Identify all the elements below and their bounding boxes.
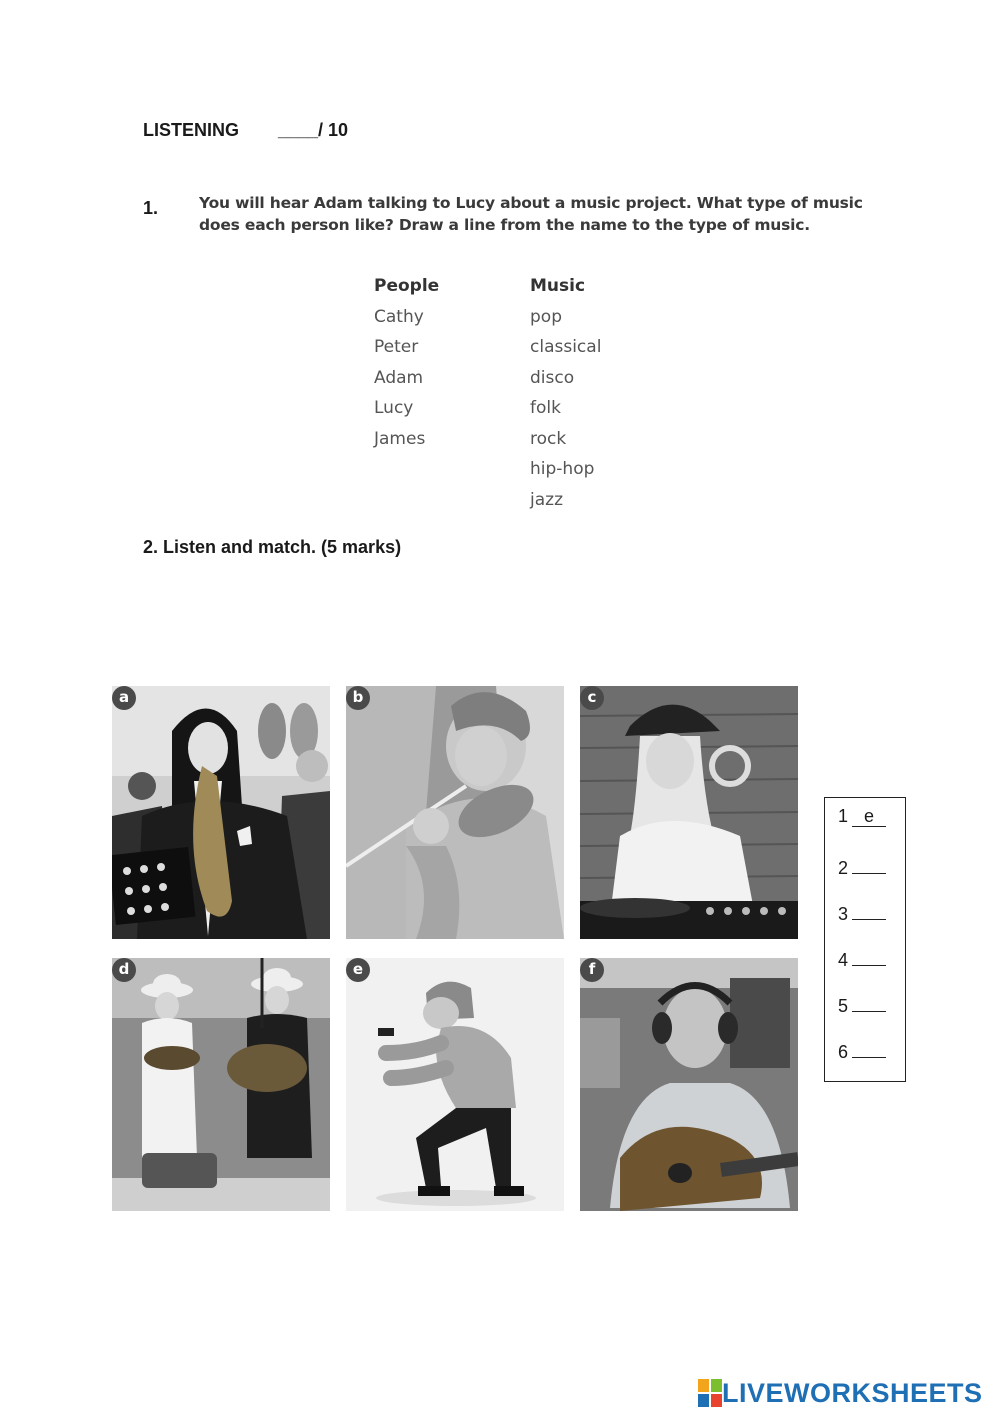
- liveworksheets-logo: [698, 1376, 983, 1410]
- music-type: pop: [530, 306, 562, 327]
- answer-input[interactable]: [852, 945, 886, 966]
- answer-number: 6: [838, 1042, 849, 1062]
- people-column: [374, 271, 439, 454]
- music-type: rock: [530, 428, 567, 449]
- music-type: classical: [530, 337, 602, 357]
- person-name: Adam: [374, 367, 424, 388]
- logo-text: LIVEWORKSHEETS: [722, 1377, 983, 1408]
- answer-number: 1: [838, 806, 849, 826]
- answer-input[interactable]: e: [852, 806, 886, 827]
- photo-label-b: b: [346, 686, 370, 710]
- answer-input[interactable]: [852, 853, 886, 874]
- photo-c-dj: [580, 686, 798, 939]
- photo-e-rapper: [346, 958, 564, 1211]
- music-type: jazz: [530, 489, 563, 510]
- music-column: [530, 271, 601, 515]
- photo-b-violin-statue: [346, 686, 564, 939]
- photo-label-f: f: [580, 958, 604, 982]
- photo-label-d: d: [112, 958, 136, 982]
- person-name: James: [374, 428, 426, 449]
- score-field: ____/ 10: [278, 120, 349, 140]
- answer-row: [838, 899, 886, 925]
- photo-f-guitarist: [580, 958, 798, 1211]
- question-2-title: 2. Listen and match. (5 marks): [143, 537, 402, 557]
- photo-d-folk-musicians: [112, 958, 330, 1211]
- answer-number: 4: [838, 950, 849, 970]
- answer-box: [824, 797, 906, 1082]
- person-name: Cathy: [374, 306, 424, 327]
- person-name: Lucy: [374, 398, 414, 418]
- music-header: Music: [530, 276, 586, 296]
- answer-input[interactable]: [852, 899, 886, 920]
- music-type: disco: [530, 367, 575, 388]
- photo-label-c: c: [580, 686, 604, 710]
- logo-badge-icon: [698, 1379, 722, 1407]
- answer-row: [838, 853, 886, 879]
- answer-number: 3: [838, 904, 849, 924]
- people-header: People: [374, 276, 440, 296]
- photo-label-e: e: [346, 958, 370, 982]
- music-type: hip-hop: [530, 459, 595, 479]
- person-name: Peter: [374, 337, 419, 357]
- question-1-instruction: You will hear Adam talking to Lucy about a music project. What type of music does each person like? Draw a line from the name to the type of music.: [199, 194, 863, 234]
- photo-a-saxophone: [112, 686, 330, 939]
- question-1-number: 1.: [143, 198, 159, 218]
- answer-row: [838, 1037, 886, 1063]
- music-type: folk: [530, 398, 561, 418]
- answer-number: 5: [838, 996, 849, 1016]
- answer-row: [838, 806, 886, 827]
- answer-row: [838, 945, 886, 971]
- answer-input[interactable]: [852, 991, 886, 1012]
- section-title: LISTENING: [143, 120, 240, 140]
- photo-label-a: a: [112, 686, 136, 710]
- answer-input[interactable]: [852, 1037, 886, 1058]
- answer-number: 2: [838, 858, 849, 878]
- answer-row: [838, 991, 886, 1017]
